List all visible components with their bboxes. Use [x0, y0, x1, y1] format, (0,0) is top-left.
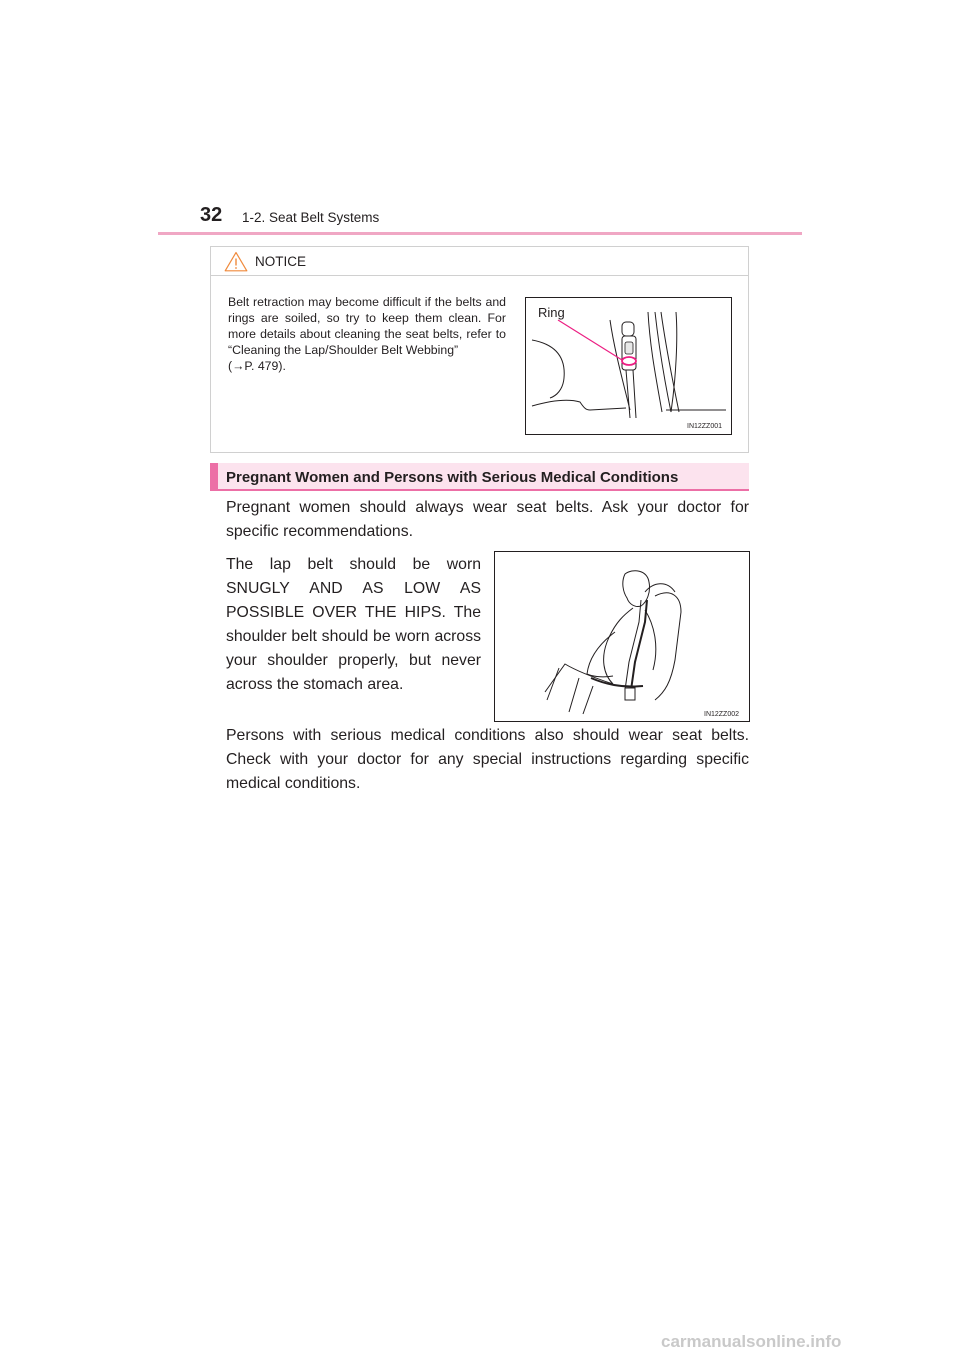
pregnant-woman-drawing [495, 552, 749, 721]
paragraph-lap-belt: The lap belt should be worn SNUGLY AND AS LOW AS POSSIBLE OVER THE HIPS. The shoulder belt should be worn across your shoulder properly, but never across the stomach area. [226, 556, 481, 693]
warning-triangle-icon [224, 251, 248, 272]
page-number: 32 [200, 204, 223, 226]
figure-code: IN12ZZ002 [704, 711, 740, 718]
paragraph-medical-conditions: Persons with serious medical conditions also should wear seat belts. Check with your doctor for any special instructions regarding specific medical conditions. [226, 727, 749, 792]
running-header: 1-2. Seat Belt Systems [242, 210, 380, 225]
paragraph-pregnant-women: Pregnant women should always wear seat belts. Ask your doctor for specific recommendations. [226, 499, 749, 540]
watermark: carmanualsonline.info [661, 1332, 842, 1351]
notice-title: NOTICE [255, 254, 307, 269]
notice-text: Belt retraction may become difficult if the belts and rings are soiled, so try to keep them clean. For more details about cleaning the seat belts, refer to “Cleaning the Lap/Shoulder Belt Webbing” [228, 295, 506, 357]
notice-body [228, 294, 506, 374]
figure-callout-ring: Ring [538, 305, 565, 320]
page-reference-link[interactable]: (→P. 479). [228, 359, 286, 373]
figure-code: IN12ZZ001 [687, 423, 723, 430]
section-heading-accent-bar [210, 463, 218, 491]
pregnant-woman-seat-belt-illustration [494, 551, 750, 722]
header-rule [158, 232, 802, 235]
section-heading: Pregnant Women and Persons with Serious Medical Conditions [226, 469, 679, 486]
